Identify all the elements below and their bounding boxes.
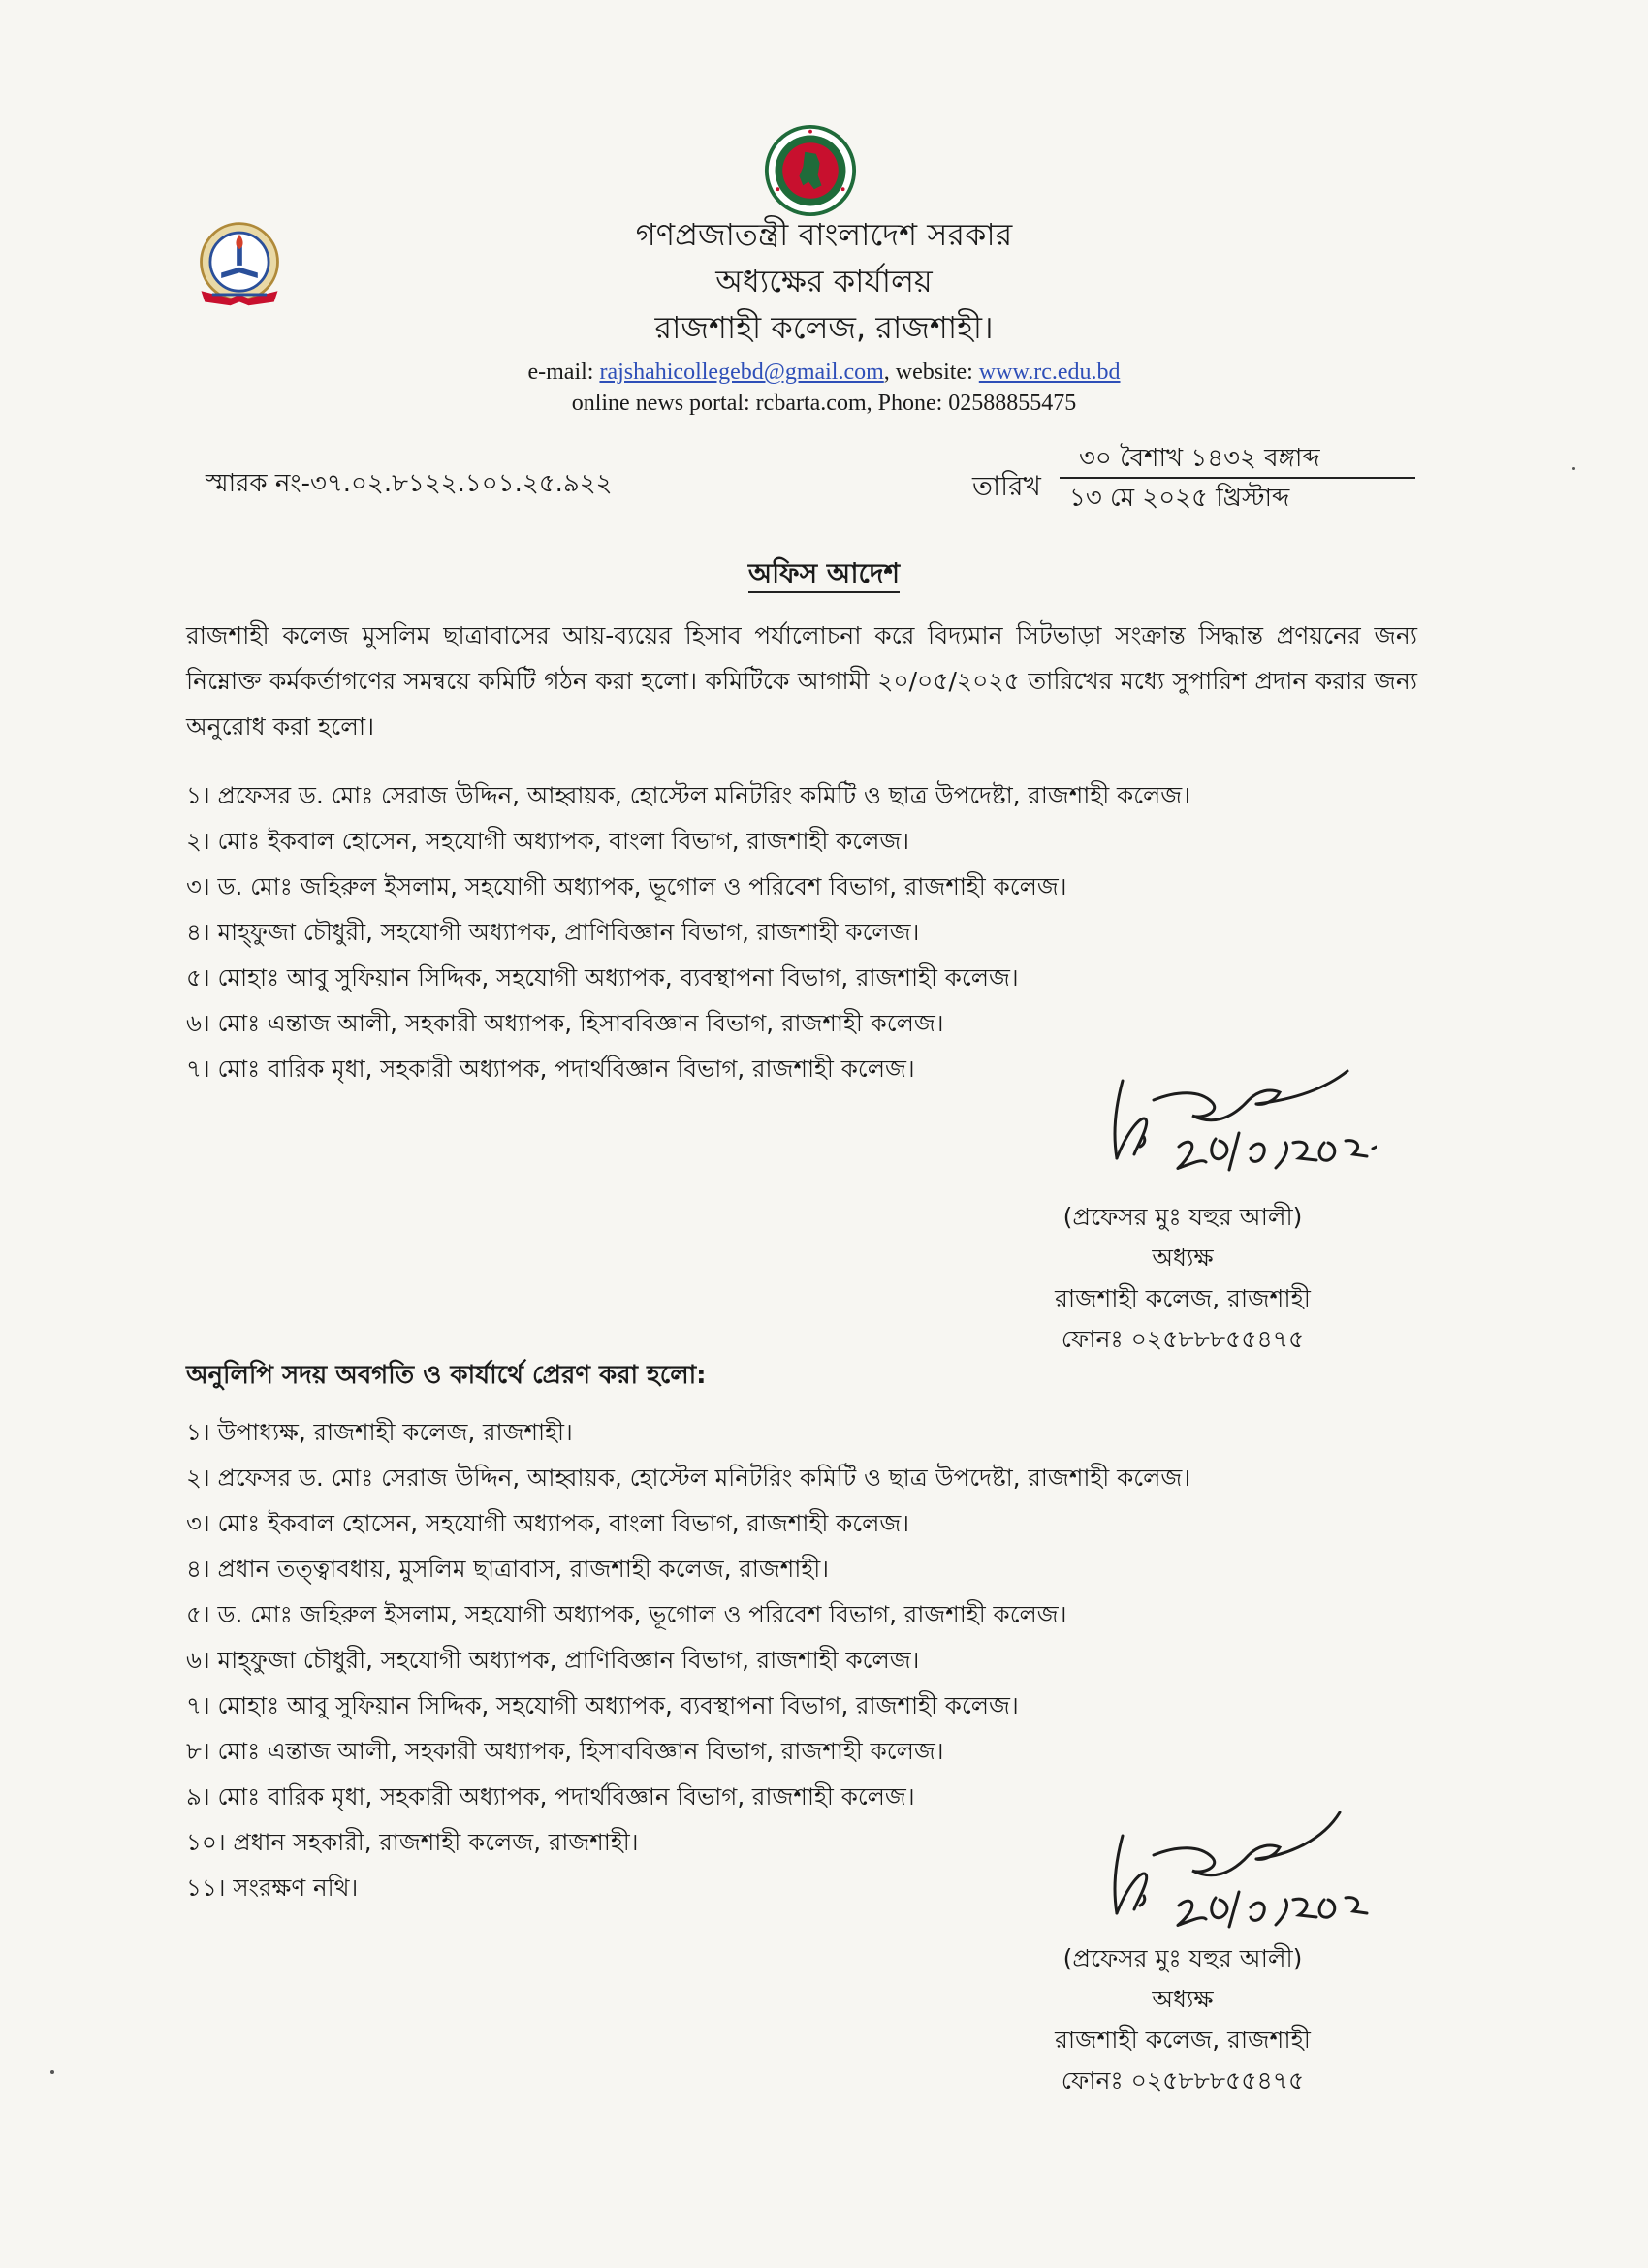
list-item: ৭। মোঃ বারিক মৃধা, সহকারী অধ্যাপক, পদার্থবিজ্ঞান বিভাগ, রাজশাহী কলেজ। xyxy=(186,1055,915,1083)
date-english: ১৩ মে ২০২৫ খ্রিস্টাব্দ xyxy=(1069,484,1290,513)
signatory-phone: ফোনঃ ০২৫৮৮৮৫৫৪৭৫ xyxy=(1061,2066,1305,2095)
signatory-designation: অধ্যক্ষ xyxy=(1152,1985,1214,2013)
contact-line-1 xyxy=(0,357,1648,388)
signature xyxy=(1086,1807,1377,1933)
list-item: ১। উপাধ্যক্ষ, রাজশাহী কলেজ, রাজশাহী। xyxy=(186,1418,573,1446)
order-title-text: অফিস আদেশ xyxy=(748,557,900,593)
list-item: ৪। মাহ্‌ফুজা চৌধুরী, সহযোগী অধ্যাপক, প্রাণিবিজ্ঞান বিভাগ, রাজশাহী কলেজ। xyxy=(186,918,920,946)
list-item: ১০। প্রধান সহকারী, রাজশাহী কলেজ, রাজশাহী। xyxy=(186,1828,639,1856)
signatory-name: (প্রফেসর মুঃ যহুর আলী) xyxy=(1062,1944,1303,1972)
list-item: ৩। ড. মোঃ জহিরুল ইসলাম, সহযোগী অধ্যাপক, ভূগোল ও পরিবেশ বিভাগ, রাজশাহী কলেজ। xyxy=(186,872,1067,900)
website-prefix: , website: xyxy=(883,360,979,385)
list-item: ৯। মোঃ বারিক মৃধা, সহকারী অধ্যাপক, পদার্থবিজ্ঞান বিভাগ, রাজশাহী কলেজ। xyxy=(186,1782,915,1811)
signatory-block xyxy=(1037,1197,1328,1360)
list-item: ৮। মোঃ এন্তাজ আলী, সহকারী অধ্যাপক, হিসাববিজ্ঞান বিভাগ, রাজশাহী কলেজ। xyxy=(186,1737,944,1765)
signatory-designation: অধ্যক্ষ xyxy=(1152,1244,1214,1272)
list-item: ২। মোঃ ইকবাল হোসেন, সহযোগী অধ্যাপক, বাংলা বিভাগ, রাজশাহী কলেজ। xyxy=(186,827,910,855)
cc-list xyxy=(186,1409,1190,1910)
scan-speck xyxy=(1572,467,1575,470)
list-item: ৫। ড. মোঃ জহিরুল ইসলাম, সহযোগী অধ্যাপক, ভূগোল ও পরিবেশ বিভাগ, রাজশাহী কলেজ। xyxy=(186,1600,1067,1628)
list-item: ৩। মোঃ ইকবাল হোসেন, সহযোগী অধ্যাপক, বাংলা বিভাগ, রাজশাহী কলেজ। xyxy=(186,1509,910,1537)
college-name: রাজশাহী কলেজ, রাজশাহী। xyxy=(654,309,994,346)
order-body: রাজশাহী কলেজ মুসলিম ছাত্রাবাসের আয়-ব্যয়ের হিসাব পর্যালোচনা করে বিদ্যমান সিটভাড়া সংক্রান্ত সিদ্ধান্ত প্রণয়নের জন্য নিম্নোক্ত কর্মকর্তাগণের সমন্বয়ে কমিটি গঠন করা হলো। কমিটিকে আগামী ২০/০৫/২০২৫ তারিখের মধ্যে সুপারিশ প্রদান করার জন্য অনুরোধ করা হলো। xyxy=(186,621,1417,740)
list-item: ৪। প্রধান তত্ত্বাবধায়, মুসলিম ছাত্রাবাস, রাজশাহী কলেজ, রাজশাহী। xyxy=(186,1555,830,1583)
signatory-block xyxy=(1037,1938,1328,2101)
signatory-office: রাজশাহী কলেজ, রাজশাহী xyxy=(1055,2026,1311,2054)
signature xyxy=(1086,1061,1377,1187)
contact-info xyxy=(0,357,1648,419)
date-bangla: ৩০ বৈশাখ ১৪৩২ বঙ্গাব্দ xyxy=(1079,444,1320,473)
bangladesh-government-emblem xyxy=(764,124,857,217)
list-item: ১১। সংরক্ষণ নথি। xyxy=(186,1874,359,1902)
email-link[interactable]: rajshahicollegebd@gmail.com xyxy=(599,360,884,385)
signatory-phone: ফোনঃ ০২৫৮৮৮৫৫৪৭৫ xyxy=(1061,1325,1305,1353)
list-item: ৭। মোহাঃ আবু সুফিয়ান সিদ্দিক, সহযোগী অধ্যাপক, ব্যবস্থাপনা বিভাগ, রাজশাহী কলেজ। xyxy=(186,1691,1019,1719)
office-name: অধ্যক্ষের কার্যালয় xyxy=(715,263,933,299)
list-item: ১। প্রফেসর ড. মোঃ সেরাজ উদ্দিন, আহ্বায়ক, হোস্টেল মনিটরিং কমিটি ও ছাত্র উপদেষ্টা, রাজশাহী কলেজ। xyxy=(186,781,1190,809)
list-item: ৬। মাহ্‌ফুজা চৌধুরী, সহযোগী অধ্যাপক, প্রাণিবিজ্ঞান বিভাগ, রাজশাহী কলেজ। xyxy=(186,1646,920,1674)
list-item: ২। প্রফেসর ড. মোঃ সেরাজ উদ্দিন, আহ্বায়ক, হোস্টেল মনিটরিং কমিটি ও ছাত্র উপদেষ্টা, রাজশাহী কলেজ। xyxy=(186,1464,1191,1492)
email-prefix: e-mail: xyxy=(527,360,600,385)
date-box xyxy=(1060,440,1415,516)
contact-line-2: online news portal: rcbarta.com, Phone: 02588855475 xyxy=(571,391,1077,416)
list-item: ৬। মোঃ এন্তাজ আলী, সহকারী অধ্যাপক, হিসাববিজ্ঞান বিভাগ, রাজশাহী কলেজ। xyxy=(186,1009,944,1037)
signatory-name: (প্রফেসর মুঃ যহুর আলী) xyxy=(1062,1203,1303,1231)
cc-heading: অনুলিপি সদয় অবগতি ও কার্যার্থে প্রেরণ করা হলো: xyxy=(186,1361,707,1390)
memo-number: স্মারক নং-৩৭.০২.৮১২২.১০১.২৫.৯২২ xyxy=(206,469,613,498)
committee-list xyxy=(186,772,1190,1091)
government-name: গণপ্রজাতন্ত্রী বাংলাদেশ সরকার xyxy=(635,216,1013,253)
order-title xyxy=(0,552,1648,598)
signatory-office: রাজশাহী কলেজ, রাজশাহী xyxy=(1055,1284,1311,1312)
list-item: ৫। মোহাঃ আবু সুফিয়ান সিদ্দিক, সহযোগী অধ্যাপক, ব্যবস্থাপনা বিভাগ, রাজশাহী কলেজ। xyxy=(186,963,1019,992)
scan-speck xyxy=(50,2070,54,2074)
date-label: তারিখ xyxy=(972,470,1041,502)
website-link[interactable]: www.rc.edu.bd xyxy=(978,360,1121,385)
office-header xyxy=(0,211,1648,351)
